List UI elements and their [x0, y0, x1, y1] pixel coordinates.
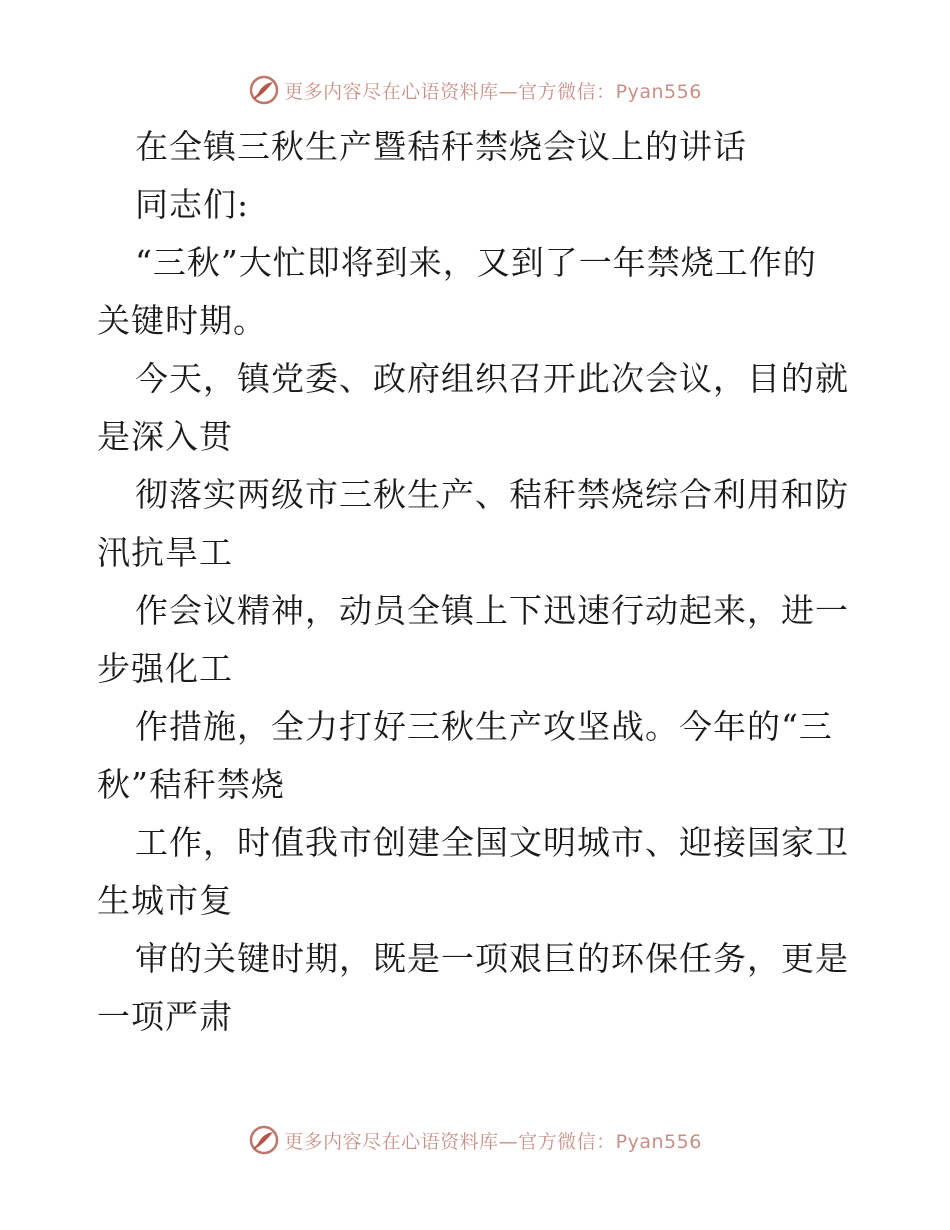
- paragraph-line: 作措施，全力打好三秋生产攻坚战。今年的“三: [135, 707, 833, 746]
- paragraph-line: 作会议精神，动员全镇上下迅速行动起来，进一: [135, 591, 849, 630]
- paragraph-line: 汛抗旱工: [97, 533, 233, 572]
- watermark-text: 更多内容尽在心语资料库—官方微信：Pyan556: [284, 1130, 702, 1153]
- paragraph-line: 工作，时值我市创建全国文明城市、迎接国家卫: [135, 823, 849, 862]
- watermark-logo-icon: [248, 74, 280, 106]
- paragraph-line: “三秋”大忙即将到来，又到了一年禁烧工作的: [135, 243, 817, 282]
- header-watermark: [0, 70, 950, 110]
- paragraph-line: 步强化工: [97, 649, 233, 688]
- document-body: [97, 118, 857, 1046]
- document-title: 在全镇三秋生产暨秸秆禁烧会议上的讲话: [135, 127, 747, 166]
- paragraph-line: 是深入贯: [97, 417, 233, 456]
- footer-watermark: [0, 1120, 950, 1160]
- paragraph-line: 今天，镇党委、政府组织召开此次会议，目的就: [135, 359, 849, 398]
- watermark-text: 更多内容尽在心语资料库—官方微信：Pyan556: [284, 80, 702, 103]
- salutation: 同志们:: [135, 185, 250, 224]
- paragraph-line: 审的关键时期，既是一项艰巨的环保任务，更是: [135, 939, 849, 978]
- paragraph-line: 彻落实两级市三秋生产、秸秆禁烧综合利用和防: [135, 475, 849, 514]
- watermark-logo-icon: [248, 1124, 280, 1156]
- paragraph-line: 一项严肃: [97, 997, 233, 1036]
- paragraph-line: 生城市复: [97, 881, 233, 920]
- paragraph-line: 关键时期。: [97, 301, 267, 340]
- paragraph-line: 秋”秸秆禁烧: [97, 765, 285, 804]
